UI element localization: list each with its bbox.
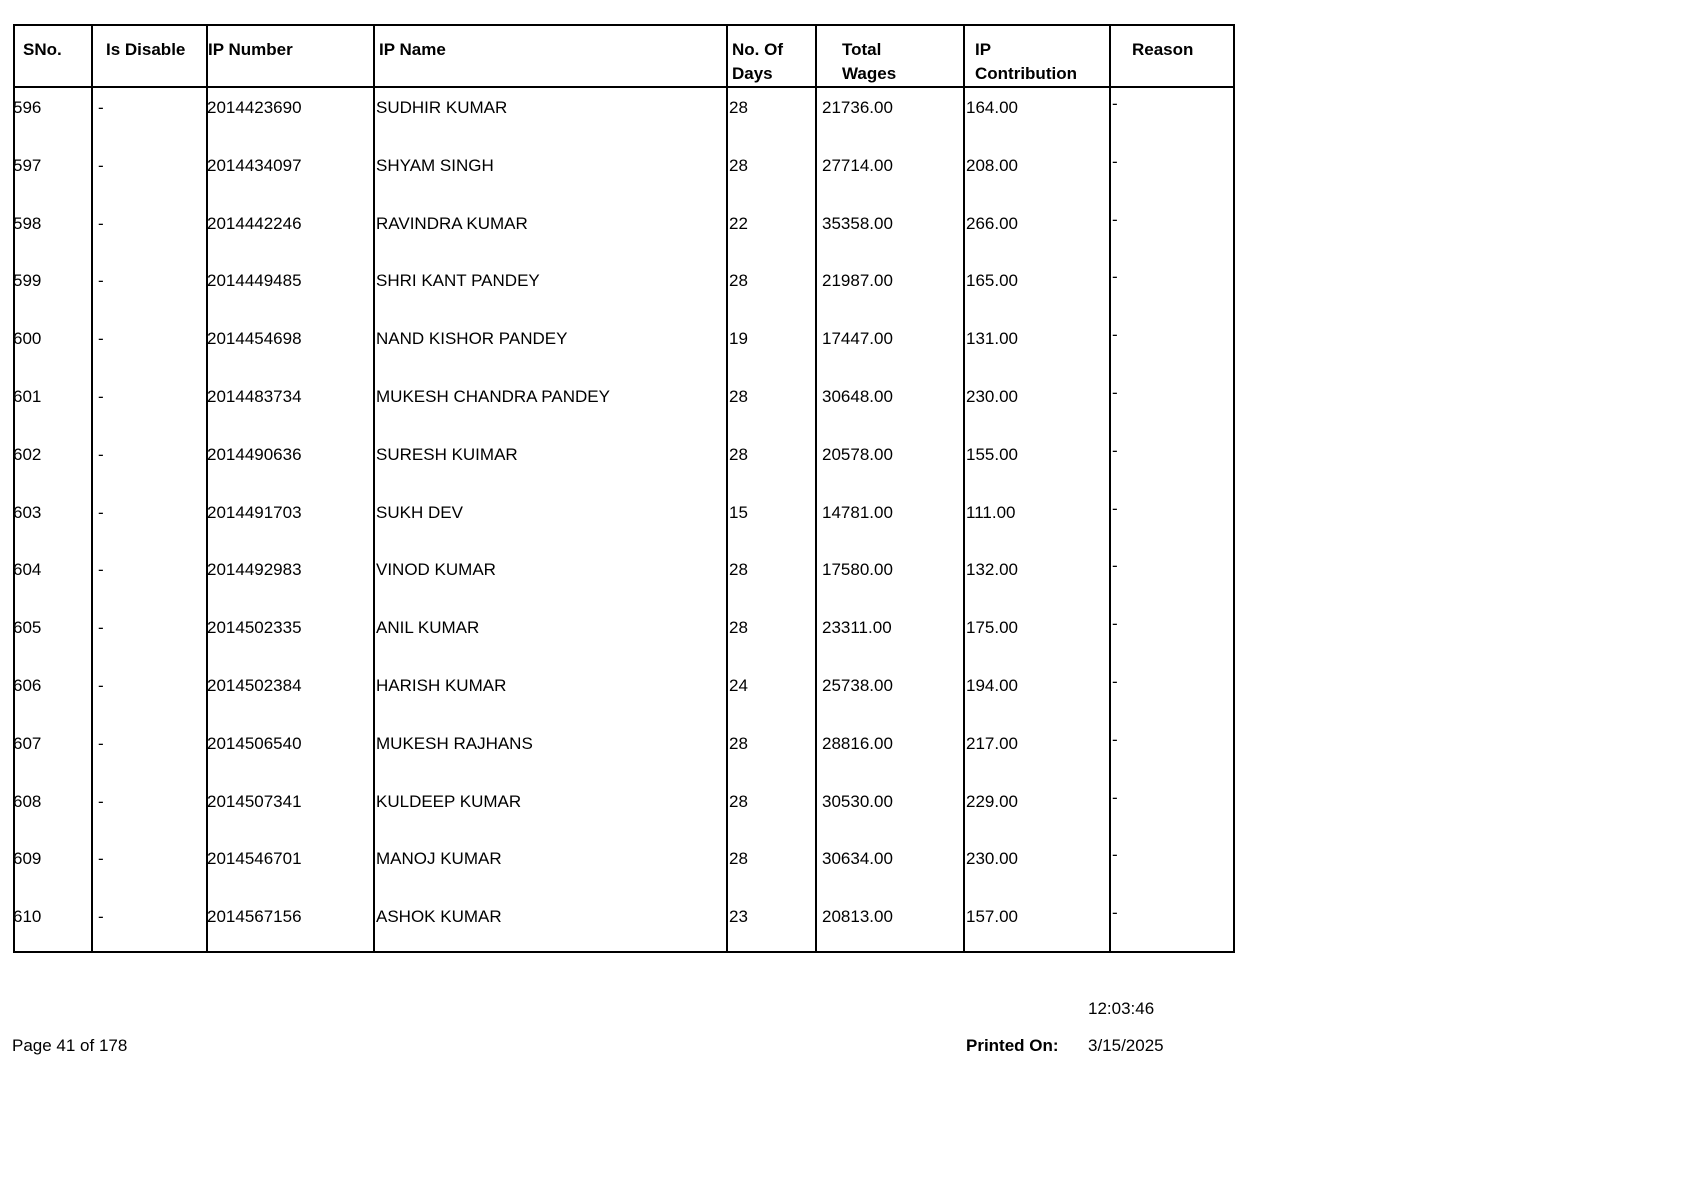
cell-ip-number: 2014506540 <box>207 733 302 753</box>
table-row <box>15 319 1233 377</box>
cell-ip-number: 2014491703 <box>207 502 302 522</box>
cell-ip-name: ANIL KUMAR <box>376 618 480 638</box>
cell-ip-contribution: 217.00 <box>966 733 1018 753</box>
cell-reason: - <box>1112 787 1118 807</box>
cell-ip-contribution: 165.00 <box>966 271 1018 291</box>
cell-ip-contribution: 229.00 <box>966 791 1018 811</box>
table-row <box>15 724 1233 782</box>
cell-no-of-days: 28 <box>729 560 748 580</box>
cell-is-disable: - <box>98 618 104 638</box>
cell-no-of-days: 19 <box>729 329 748 349</box>
cell-ip-name: VINOD KUMAR <box>376 560 496 580</box>
cell-ip-contribution: 111.00 <box>966 502 1016 522</box>
cell-is-disable: - <box>98 907 104 927</box>
cell-reason: - <box>1112 151 1118 171</box>
cell-ip-contribution: 132.00 <box>966 560 1018 580</box>
cell-no-of-days: 28 <box>729 98 748 117</box>
cell-no-of-days: 22 <box>729 213 748 233</box>
cell-ip-number: 2014449485 <box>207 271 302 291</box>
cell-no-of-days: 28 <box>729 849 748 869</box>
header-no-of-days: No. Of Days <box>732 40 783 83</box>
cell-reason: - <box>1112 845 1118 865</box>
cell-ip-name: MANOJ KUMAR <box>376 849 502 869</box>
cell-ip-number: 2014483734 <box>207 386 302 406</box>
cell-total-wages: 30530.00 <box>822 791 893 811</box>
cell-ip-number: 2014454698 <box>207 329 302 349</box>
cell-ip-contribution: 155.00 <box>966 444 1018 464</box>
table-row <box>15 782 1233 840</box>
cell-ip-name: HARISH KUMAR <box>376 675 507 695</box>
cell-no-of-days: 28 <box>729 618 748 638</box>
cell-sno: 600 <box>13 329 42 349</box>
cell-ip-number: 2014423690 <box>207 98 302 117</box>
cell-reason: - <box>1112 614 1118 634</box>
cell-sno: 609 <box>13 849 42 869</box>
printed-on-label: Printed On: <box>966 1036 1059 1055</box>
table-body <box>15 88 1233 955</box>
header-ip-number: IP Number <box>208 40 293 59</box>
cell-ip-contribution: 175.00 <box>966 618 1018 638</box>
table-row <box>15 261 1233 319</box>
table-row <box>15 493 1233 551</box>
table-row <box>15 839 1233 897</box>
table-row <box>15 146 1233 204</box>
cell-reason: - <box>1112 729 1118 749</box>
cell-total-wages: 17447.00 <box>822 329 893 349</box>
cell-ip-name: MUKESH RAJHANS <box>376 733 533 753</box>
cell-ip-name: KULDEEP KUMAR <box>376 791 522 811</box>
header-reason: Reason <box>1132 40 1194 59</box>
cell-ip-number: 2014546701 <box>207 849 302 869</box>
cell-ip-name: SHYAM SINGH <box>376 155 494 175</box>
cell-ip-number: 2014490636 <box>207 444 302 464</box>
cell-ip-number: 2014502384 <box>207 675 302 695</box>
page-number: Page 41 of 178 <box>12 1036 128 1055</box>
cell-sno: 605 <box>13 618 42 638</box>
cell-reason: - <box>1112 498 1118 518</box>
cell-ip-number: 2014442246 <box>207 213 302 233</box>
cell-ip-number: 2014567156 <box>207 907 302 927</box>
cell-reason: - <box>1112 903 1118 923</box>
cell-is-disable: - <box>98 733 104 753</box>
cell-is-disable: - <box>98 98 104 117</box>
table-row <box>15 88 1233 146</box>
cell-is-disable: - <box>98 155 104 175</box>
cell-no-of-days: 23 <box>729 907 748 927</box>
cell-sno: 604 <box>13 560 42 580</box>
cell-reason: - <box>1112 94 1118 113</box>
cell-total-wages: 23311.00 <box>822 618 892 638</box>
cell-total-wages: 21736.00 <box>822 98 893 117</box>
cell-sno: 608 <box>13 791 42 811</box>
cell-sno: 601 <box>13 386 42 406</box>
print-time: 12:03:46 <box>1088 999 1155 1018</box>
cell-ip-contribution: 266.00 <box>966 213 1018 233</box>
cell-ip-contribution: 131.00 <box>966 329 1018 349</box>
table-row <box>15 666 1233 724</box>
cell-reason: - <box>1112 440 1118 460</box>
cell-ip-name: MUKESH CHANDRA PANDEY <box>376 386 610 406</box>
cell-is-disable: - <box>98 444 104 464</box>
contribution-table <box>13 24 1235 953</box>
cell-ip-contribution: 230.00 <box>966 386 1018 406</box>
cell-no-of-days: 28 <box>729 791 748 811</box>
cell-ip-contribution: 230.00 <box>966 849 1018 869</box>
cell-reason: - <box>1112 325 1118 345</box>
cell-sno: 597 <box>13 155 42 175</box>
cell-is-disable: - <box>98 271 104 291</box>
cell-total-wages: 30648.00 <box>822 386 893 406</box>
cell-sno: 602 <box>13 444 42 464</box>
cell-no-of-days: 28 <box>729 271 748 291</box>
cell-sno: 598 <box>13 213 42 233</box>
print-date: 3/15/2025 <box>1088 1036 1164 1055</box>
cell-sno: 606 <box>13 675 42 695</box>
cell-total-wages: 28816.00 <box>822 733 893 753</box>
cell-no-of-days: 15 <box>729 502 748 522</box>
cell-ip-name: ASHOK KUMAR <box>376 907 502 927</box>
cell-sno: 607 <box>13 733 42 753</box>
cell-is-disable: - <box>98 675 104 695</box>
cell-ip-number: 2014492983 <box>207 560 302 580</box>
cell-no-of-days: 28 <box>729 733 748 753</box>
cell-reason: - <box>1112 556 1118 576</box>
cell-is-disable: - <box>98 560 104 580</box>
cell-sno: 599 <box>13 271 42 291</box>
cell-no-of-days: 28 <box>729 444 748 464</box>
table-row <box>15 550 1233 608</box>
cell-ip-contribution: 194.00 <box>966 675 1018 695</box>
cell-total-wages: 25738.00 <box>822 675 893 695</box>
cell-ip-contribution: 208.00 <box>966 155 1018 175</box>
table-row <box>15 377 1233 435</box>
header-ip-contribution: IP Contribution <box>975 40 1077 83</box>
table-row <box>15 608 1233 666</box>
header-is-disable: Is Disable <box>106 40 186 59</box>
cell-no-of-days: 28 <box>729 155 748 175</box>
cell-ip-number: 2014434097 <box>207 155 302 175</box>
cell-total-wages: 20578.00 <box>822 444 893 464</box>
cell-reason: - <box>1112 267 1118 287</box>
cell-ip-name: SUDHIR KUMAR <box>376 98 508 117</box>
cell-no-of-days: 28 <box>729 386 748 406</box>
header-ip-name: IP Name <box>379 40 446 59</box>
cell-ip-name: SURESH KUIMAR <box>376 444 518 464</box>
cell-ip-number: 2014507341 <box>207 791 302 811</box>
table-row <box>15 204 1233 262</box>
table-row <box>15 897 1233 955</box>
cell-sno: 596 <box>13 98 42 117</box>
cell-is-disable: - <box>98 791 104 811</box>
cell-ip-contribution: 157.00 <box>966 907 1018 927</box>
cell-ip-name: RAVINDRA KUMAR <box>376 213 528 233</box>
cell-total-wages: 20813.00 <box>822 907 893 927</box>
cell-total-wages: 27714.00 <box>822 155 893 175</box>
cell-ip-name: SHRI KANT PANDEY <box>376 271 540 291</box>
cell-reason: - <box>1112 382 1118 402</box>
cell-no-of-days: 24 <box>729 675 748 695</box>
cell-ip-name: NAND KISHOR PANDEY <box>376 329 568 349</box>
cell-ip-number: 2014502335 <box>207 618 302 638</box>
cell-is-disable: - <box>98 502 104 522</box>
cell-total-wages: 35358.00 <box>822 213 893 233</box>
cell-reason: - <box>1112 671 1118 691</box>
cell-total-wages: 14781.00 <box>822 502 893 522</box>
cell-total-wages: 21987.00 <box>822 271 893 291</box>
cell-is-disable: - <box>98 386 104 406</box>
cell-sno: 610 <box>13 907 42 927</box>
cell-is-disable: - <box>98 213 104 233</box>
cell-is-disable: - <box>98 849 104 869</box>
cell-sno: 603 <box>13 502 42 522</box>
cell-reason: - <box>1112 209 1118 229</box>
cell-total-wages: 30634.00 <box>822 849 893 869</box>
header-sno: SNo. <box>23 40 62 59</box>
table-row <box>15 435 1233 493</box>
cell-ip-name: SUKH DEV <box>376 502 463 522</box>
cell-is-disable: - <box>98 329 104 349</box>
header-total-wages-text: Total Wages <box>842 40 897 83</box>
cell-total-wages: 17580.00 <box>822 560 893 580</box>
cell-ip-contribution: 164.00 <box>966 98 1018 117</box>
